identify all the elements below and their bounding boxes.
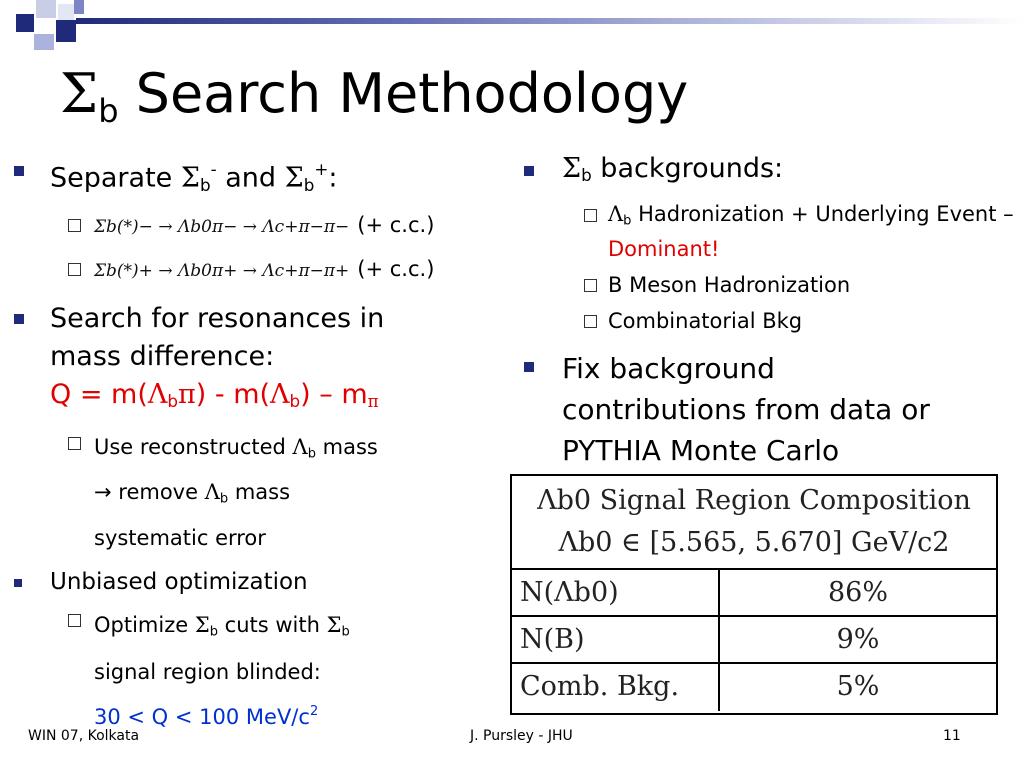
table-cell-value: 9% bbox=[836, 624, 880, 655]
right-column bbox=[524, 152, 1019, 479]
table-header-title: Λb0 Signal Region Composition bbox=[537, 485, 971, 516]
header-square bbox=[56, 20, 76, 42]
bullet-unbiased-optimization: Unbiased optimization bbox=[14, 567, 514, 597]
table-header bbox=[512, 476, 996, 570]
table-cell-value: 86% bbox=[827, 577, 888, 608]
left-column bbox=[14, 152, 514, 743]
table-cell-label: Comb. Bkg. bbox=[512, 664, 720, 711]
signal-region-table bbox=[510, 474, 998, 715]
footer-page-number: 11 bbox=[943, 728, 961, 744]
header-square bbox=[74, 0, 84, 14]
header-gradient-bar bbox=[76, 18, 1024, 24]
table-header-range: Λb0 ∈ [5.565, 5.670] GeV/c2 bbox=[558, 527, 950, 558]
table-row bbox=[512, 617, 996, 664]
signal-region-range: 30 < Q < 100 MeV/$c^2$ bbox=[94, 703, 319, 729]
bullet-fix-background: Fix background contributions from data or PYTHIA Monte Carlo bbox=[524, 348, 1019, 471]
bkg-item-bmeson: B Meson Hadronization bbox=[524, 270, 1019, 300]
header-square bbox=[16, 14, 34, 32]
decay-minus: Σb(*)− → Λb0π− → Λc+π−π− (+ c.c.) bbox=[14, 210, 514, 242]
footer-author: J. Pursley - JHU bbox=[470, 728, 573, 744]
bullet-search-resonances: Search for resonances in mass difference: $Q = m(\Lambda_b\pi) - m(\Lambda_b) - m_\pi$ bbox=[14, 300, 514, 420]
decay-minus-formula: Σb(*)− → Λb0π− → Λc+π−π− bbox=[94, 216, 350, 237]
table-cell-value: 5% bbox=[836, 671, 880, 702]
table-cell-label: N(Λb0) bbox=[512, 570, 720, 615]
table-cell-label: N(B) bbox=[512, 617, 720, 662]
bkg-item-hadronization: $\Lambda_b$ Hadronization + Underlying Event – Dominant! bbox=[524, 200, 1019, 264]
bullet-separate: Separate $\Sigma_b^-$ and $\Sigma_b^+$: bbox=[14, 152, 514, 202]
table-row bbox=[512, 664, 996, 711]
table-row bbox=[512, 570, 996, 617]
decay-plus-formula: Σb(*)+ → Λb0π+ → Λc+π−π+ bbox=[94, 260, 350, 281]
bkg-item-combinatorial: Combinatorial Bkg bbox=[524, 306, 1019, 336]
sub-reconstructed-mass: Use reconstructed $\Lambda_b$ mass → remove $\Lambda_b$ mass systematic error bbox=[14, 428, 514, 557]
slide-title: $\Sigma_b$ Search Methodology bbox=[60, 62, 689, 130]
footer-conference: WIN 07, Kolkata bbox=[28, 728, 140, 744]
header-square bbox=[58, 4, 74, 20]
header-square bbox=[36, 0, 56, 18]
decay-plus: Σb(*)+ → Λb0π+ → Λc+π−π+ (+ c.c.) bbox=[14, 254, 514, 286]
q-definition: $Q = m(\Lambda_b\pi) - m(\Lambda_b) - m_\pi$ bbox=[50, 378, 379, 412]
bullet-backgrounds: $\Sigma_b$ backgrounds: bbox=[524, 152, 1019, 192]
header-square bbox=[34, 34, 54, 50]
sub-optimize-cuts: Optimize $\Sigma_b$ cuts with $\Sigma_b$ signal region blinded: 30 < Q < 100 MeV/$c^2$ bbox=[14, 605, 514, 737]
